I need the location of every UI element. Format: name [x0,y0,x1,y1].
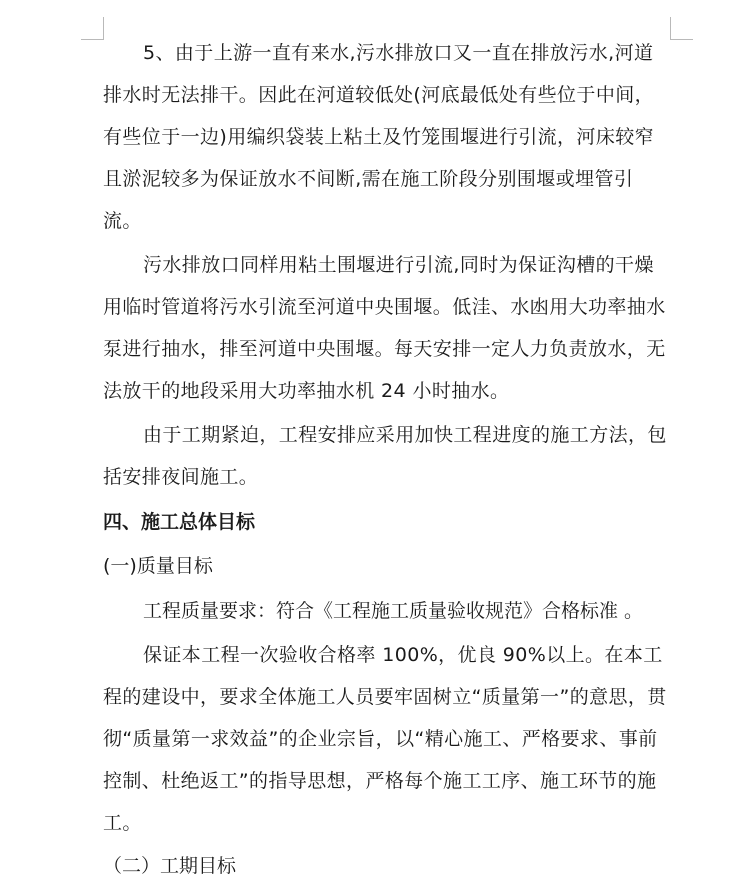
paragraph-sewage-outlet: 污水排放口同样用粘土围堰进行引流,同时为保证沟槽的干燥用临时管道将污水引流至河道中央围堰。低洼、水凼用大功率抽水泵进行抽水，排至河道中央围堰。每天安排一定人力负责放水，无法放干的地段采用大功率抽水机 24 小时抽水。 [103,254,666,402]
top-left-margin-mark [81,17,104,40]
quality-requirement: 工程质量要求：符合《工程施工质量验收规范》合格标准 。 [143,600,644,622]
paragraph-quality-goal: 保证本工程一次验收合格率 100%，优良 90%以上。在本工程的建设中，要求全体施工人员要牢固树立“质量第一”的意思，贯彻“质量第一求效益”的企业宗旨，以“精心施工、严格要求、事前控制、杜绝返工”的指导思想，严格每个施工工序、施工环节的施工。 [103,644,667,834]
paragraph-drainage: 5、由于上游一直有来水,污水排放口又一直在排放污水,河道排水时无法排干。因此在河道较低处(河底最低处有些位于中间，有些位于一边)用编织袋装上粘土及竹笼围堰进行引流，河床较窄且淤泥较多为保证放水不间断,需在施工阶段分别围堰或埋管引流。 [103,42,655,232]
section-heading: 四、施工总体目标 [103,511,256,533]
subsection-schedule-heading: （二）工期目标 [103,855,237,877]
top-right-margin-mark [670,17,693,40]
paragraph-schedule-pressure: 由于工期紧迫，工程安排应采用加快工程进度的施工方法，包括安排夜间施工。 [103,424,667,488]
subsection-quality-heading: (一)质量目标 [103,555,213,577]
